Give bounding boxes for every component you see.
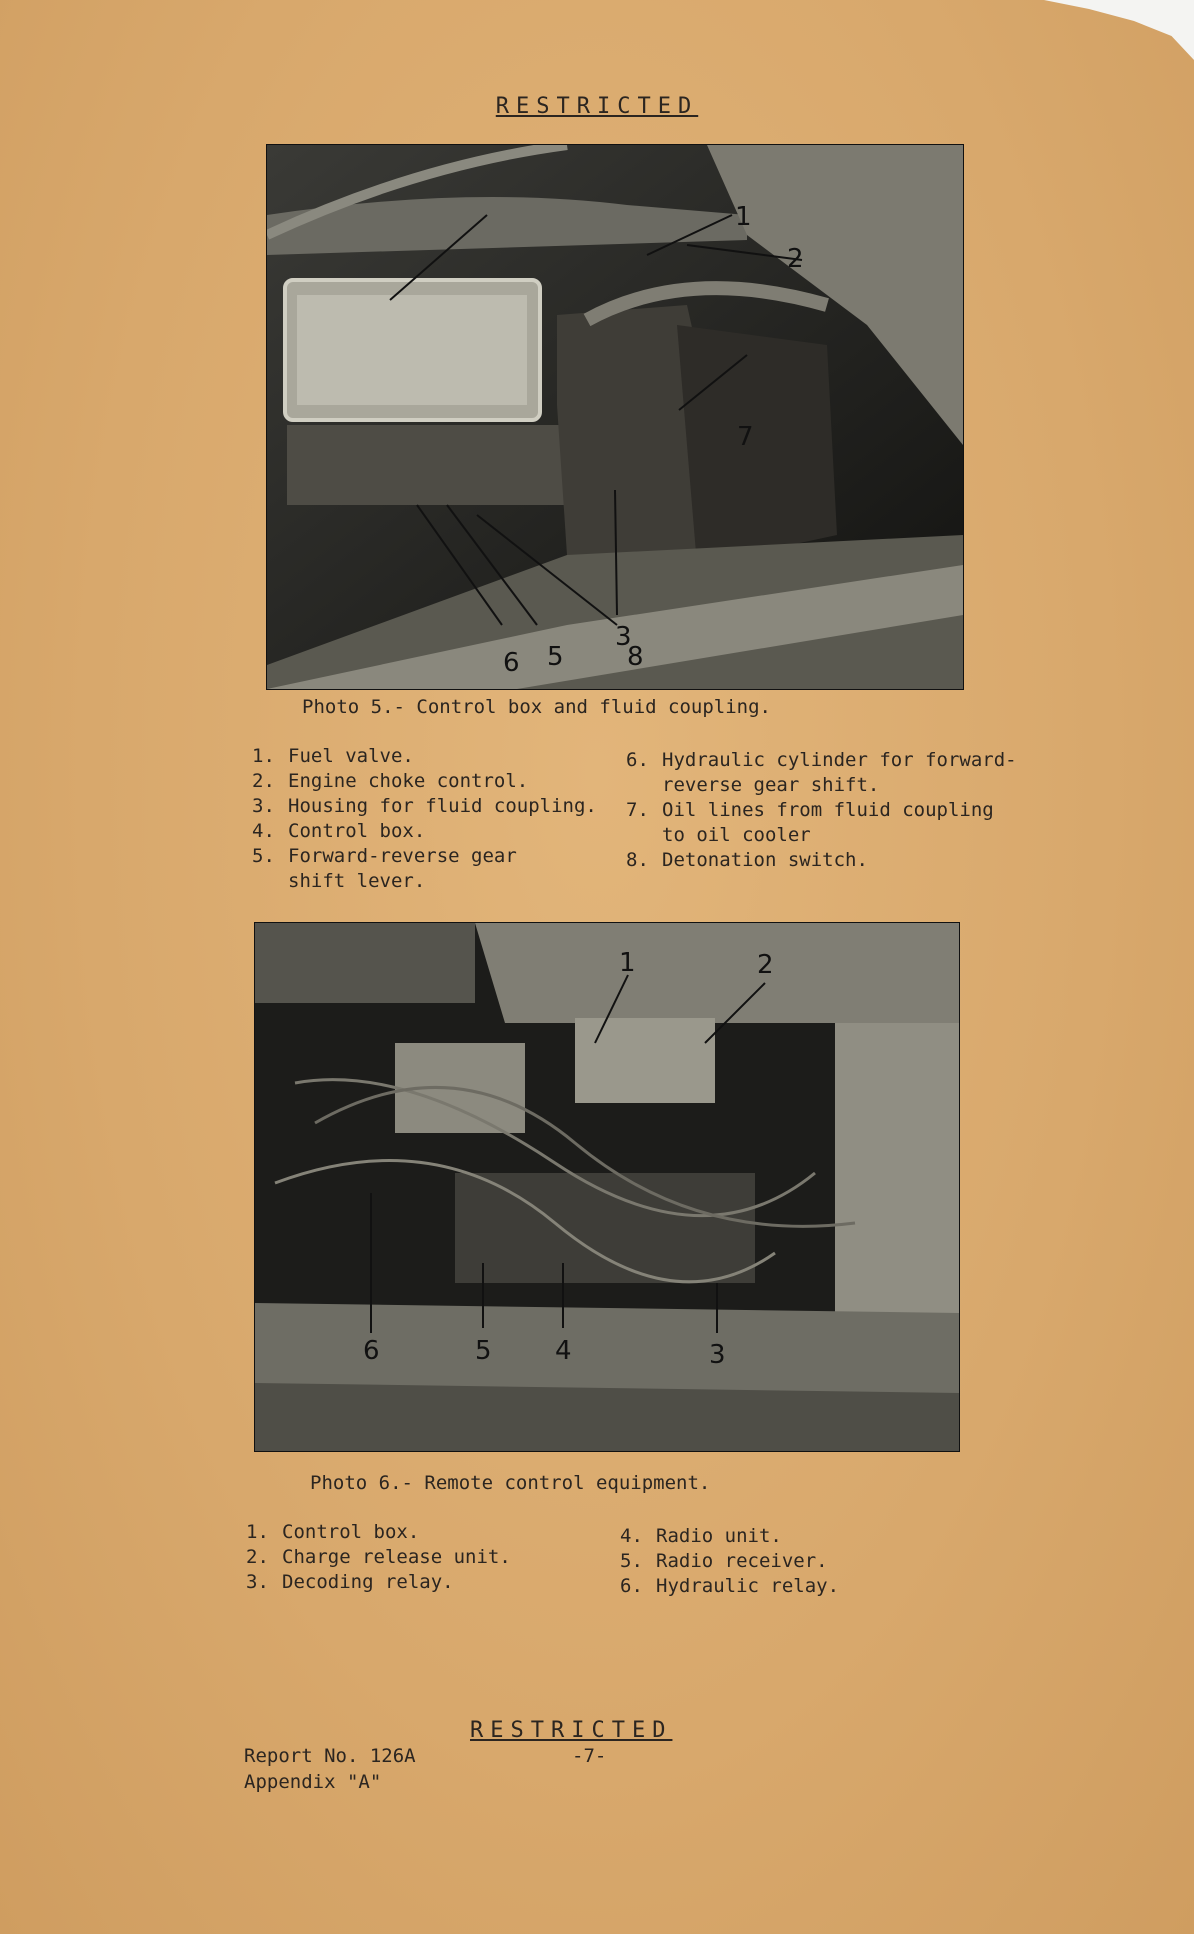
photo5-callout-8: 8: [627, 642, 644, 672]
photo5-callout-6: 6: [503, 648, 520, 678]
legend-item-continuation: to oil cooler: [662, 824, 811, 846]
photo5-callout-1: 1: [735, 202, 752, 232]
photo5-callout-3: 3: [615, 622, 632, 652]
legend-item: 4. Control box.: [252, 820, 426, 842]
appendix-label: Appendix "A": [244, 1771, 382, 1793]
legend-item: 6. Hydraulic cylinder for forward-: [626, 749, 1017, 771]
photo-5-legend-left: [252, 744, 597, 894]
restricted-header: RESTRICTED: [495, 94, 699, 119]
legend-item: 3. Housing for fluid coupling.: [252, 795, 597, 817]
legend-item: 2. Charge release unit.: [246, 1546, 511, 1568]
legend-item: 5. Forward-reverse gear: [252, 845, 517, 867]
report-number: Report No. 126A: [244, 1745, 416, 1767]
legend-item: 3. Decoding relay.: [246, 1571, 454, 1593]
photo6-callout-1: 1: [619, 948, 636, 978]
photo-6-caption: Photo 6.- Remote control equipment.: [310, 1472, 711, 1494]
photo6-callout-6: 6: [363, 1336, 380, 1366]
photo-5: [266, 144, 964, 690]
legend-item: 6. Hydraulic relay.: [620, 1575, 840, 1597]
photo6-callout-5: 5: [475, 1336, 492, 1366]
legend-item: 2. Engine choke control.: [252, 770, 529, 792]
legend-item: 4. Radio unit.: [620, 1525, 782, 1547]
legend-item: 8. Detonation switch.: [626, 849, 868, 871]
legend-item: 5. Radio receiver.: [620, 1550, 828, 1572]
torn-corner: [1044, 0, 1194, 60]
legend-item-continuation: shift lever.: [288, 870, 426, 892]
photo6-callout-4: 4: [555, 1336, 572, 1366]
photo-5-caption: Photo 5.- Control box and fluid coupling.: [302, 696, 771, 718]
photo-6: [254, 922, 960, 1452]
restricted-footer: RESTRICTED: [470, 1718, 673, 1743]
photo5-callout-7: 7: [737, 422, 754, 452]
legend-item: 7. Oil lines from fluid coupling: [626, 799, 994, 821]
legend-item: 1. Control box.: [246, 1521, 420, 1543]
photo5-callout-5: 5: [547, 642, 564, 672]
photo6-callout-2: 2: [757, 950, 774, 980]
legend-item: 1. Fuel valve.: [252, 745, 414, 767]
photo-5-legend-right: [626, 748, 1017, 873]
page-number: -7-: [572, 1745, 607, 1767]
photo-6-legend-left: [246, 1520, 511, 1595]
photo5-callout-2: 2: [787, 244, 804, 274]
photo-6-legend-right: [620, 1524, 839, 1599]
photo6-callout-3: 3: [709, 1340, 726, 1370]
legend-item-continuation: reverse gear shift.: [662, 774, 880, 796]
